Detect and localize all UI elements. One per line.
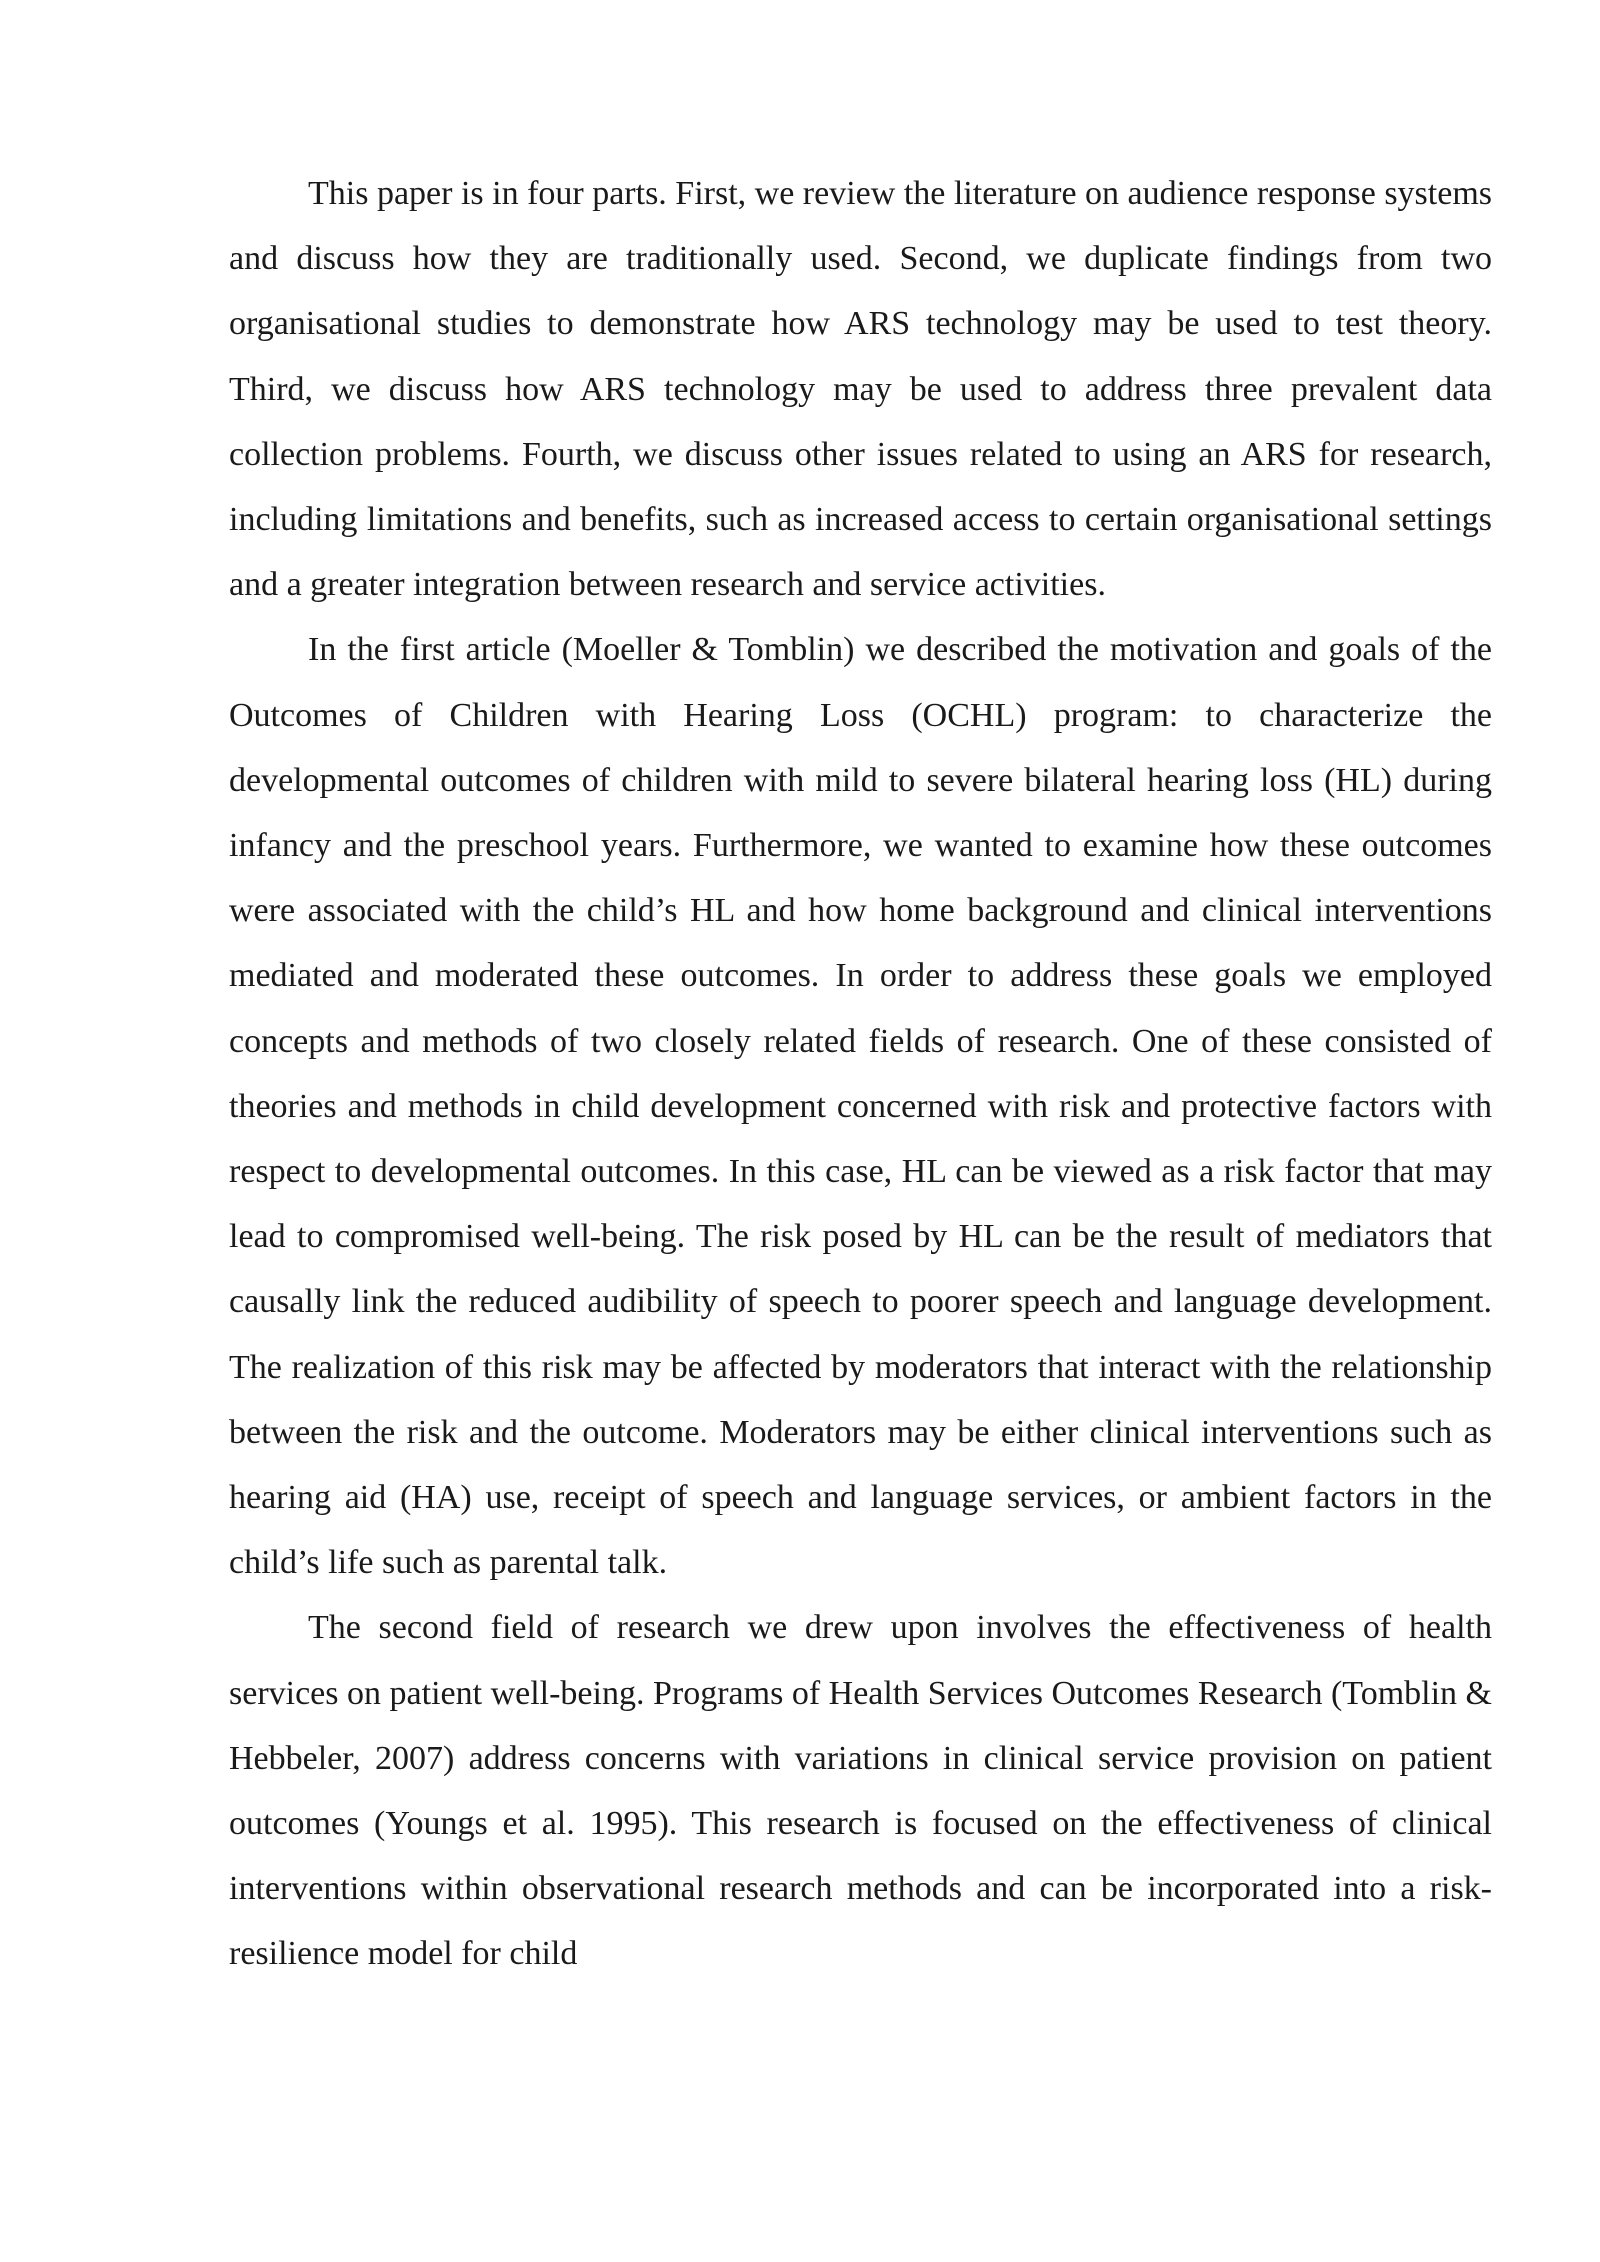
body-text [229, 161, 1492, 1987]
paragraph-paper-outline: This paper is in four parts. First, we review the literature on audience response systems and discuss how they are traditionally used. Second, we duplicate findings from two organisational studies to demonstrate how ARS technology may be used to test theory. Third, we discuss how ARS technology may be used to address three prevalent data collection problems. Fourth, we discuss other issues related to using an ARS for research, including limitations and benefits, such as increased access to certain organisational settings and a greater integration between research and service activities. [229, 175, 1493, 604]
paragraph-health-services: The second field of research we drew upon involves the effectiveness of health services on patient well-being. Programs of Health Services Outcomes Research (Tomblin & Hebbeler, 2007) address concerns with variations in clinical service provision on patient outcomes (Youngs et al. 1995). This research is focused on the effectiveness of clinical interventions within observational research methods and can be incorporated into a risk- resilience model for child [229, 1609, 1492, 1973]
paragraph-ochl-program: In the first article (Moeller & Tomblin) we described the motivation and goals of the Outcomes of Children with Hearing Loss (OCHL) program: to characterize the developmental outcomes of children with mild to severe bilateral hearing loss (HL) during infancy and the preschool years. Furthermore, we wanted to examine how these outcomes were associated with the child’s HL and how home background and clinical interventions mediated and moderated these outcomes. In order to address these goals we employed concepts and methods of two closely related fields of research. One of these consisted of theories and methods in child development concerned with risk and protective factors with respect to developmental outcomes. In this case, HL can be viewed as a risk factor that may lead to compromised well-being. The risk posed by HL can be the result of mediators that causally link the reduced audibility of speech to poorer speech and language development. The realization of this risk may be affected by moderators that interact with the relationship between the risk and the outcome. Moderators may be either clinical interventions such as hearing aid (HA) use, receipt of speech and language services, or ambient factors in the child’s life such as parental talk. [229, 631, 1492, 1582]
